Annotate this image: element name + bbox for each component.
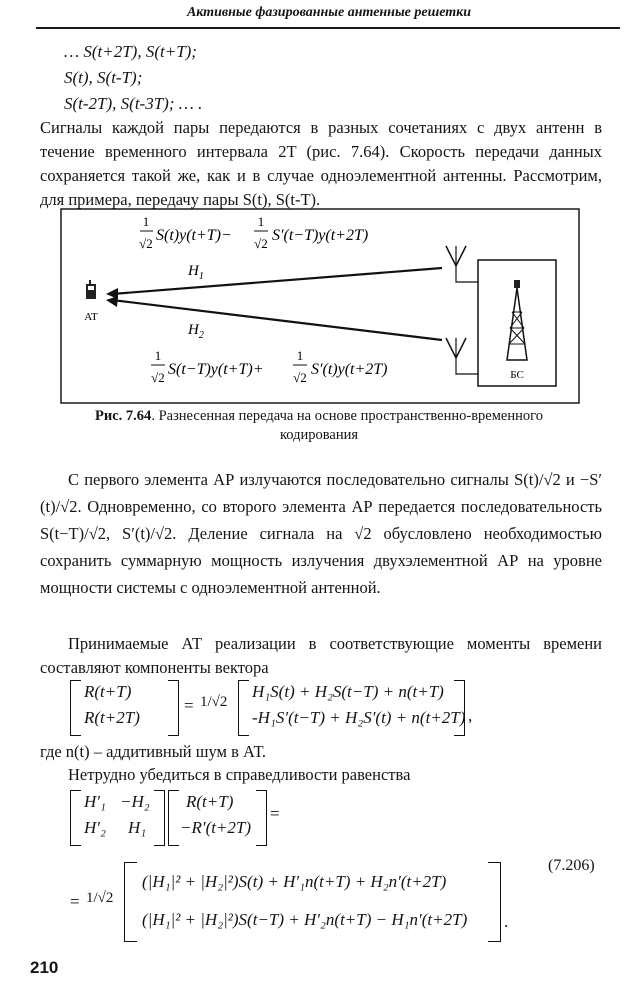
label-h2: $H_2$ [188, 322, 204, 341]
figure-diagram [60, 208, 580, 404]
svg-text:1: 1 [142, 214, 150, 229]
svg-text:1: 1 [296, 348, 304, 363]
equation-number: (7.206) [548, 857, 595, 874]
paragraph-pairs: Сигналы каждой пары передаются в разных сочетаниях с двух антенн в течение временного интервала 2T (рис. 7.64). Скорость передачи данных сохраняется такой же, как и в случае одноэлементной антенны. Рассмотрим, для примера, передачу пары S(t), S(t-T). [40, 118, 602, 209]
link-h1 [112, 268, 442, 294]
equation-matrix: H′₁ −H₂ H′₂ H₁ R(t+T) −R′(t+2T) = [70, 790, 350, 848]
sequence-line-1: … S(t+2T), S(t+T); [64, 42, 197, 61]
paragraph-transmission: С первого элемента АР излучаются последовательно сигналы S(t)/√2 и −S′(t)/√2. Одновременно, со второго элемента АР передается последовательность S(t−T)/√2, S′(t)/√2. Деление сигнала на √2 обусловлено необходимостью сохранить суммарную мощность излучения двухэлементной АР на уровне мощности системы с одноэлементной антенной. [40, 470, 602, 597]
svg-text:S(t)y(t+T)−: S(t)y(t+T)− [156, 227, 232, 244]
header-rule [36, 27, 620, 29]
svg-text:S′(t−T)y(t+2T): S′(t−T)y(t+2T) [272, 227, 369, 244]
formula-top [139, 214, 368, 251]
svg-text:1: 1 [154, 348, 162, 363]
formula-bottom [151, 348, 388, 385]
label-bs: БС [510, 369, 524, 381]
page-number: 210 [30, 958, 59, 977]
arrow-h2 [106, 296, 118, 307]
equation-vector: R(t+T) R(t+2T) = 1/√2 H₁S(t) + H₂S(t−T) + n(t+T) -H₁S′(t−T) + H₂S′(t) + n(t+2T) , [70, 680, 570, 738]
antenna-1-icon [446, 246, 478, 282]
tower-icon [507, 280, 527, 360]
running-header: Активные фазированные антенные решетки [186, 5, 472, 20]
svg-text:1: 1 [257, 214, 265, 229]
label-h1: $H_1$ [188, 263, 204, 282]
base-station-box [478, 260, 556, 386]
paragraph-equality: Нетрудно убедиться в справедливости равенства [68, 765, 411, 784]
antenna-2-icon [446, 338, 478, 374]
label-at: AT [84, 311, 98, 323]
svg-text:√2: √2 [254, 236, 268, 251]
svg-text:√2: √2 [151, 370, 165, 385]
figure-caption: Рис. 7.64. Разнесенная передача на основе пространственно-временного кодирования [95, 408, 543, 443]
noise-definition: где n(t) – аддитивный шум в АТ. [40, 742, 266, 761]
link-h2 [112, 300, 442, 340]
svg-text:S′(t)y(t+2T): S′(t)y(t+2T) [311, 361, 388, 378]
svg-text:√2: √2 [293, 370, 307, 385]
sequence-line-2: S(t), S(t-T); [64, 68, 143, 87]
svg-text:S(t−T)y(t+T)+: S(t−T)y(t+T)+ [168, 361, 264, 378]
equation-result: = 1/√2 (|H₁|² + |H₂|²)S(t) + H′₁n(t+T) + H₂n′(t+2T) (|H₁|² + |H₂|²)S(t−T) + H′₂n(t+T) − H₁n′(t+2T) . [70, 862, 550, 944]
sequence-line-3: S(t-2T), S(t-3T); … . [64, 94, 203, 113]
svg-text:√2: √2 [139, 236, 153, 251]
terminal-icon [86, 280, 96, 299]
paragraph-vector: Принимаемые АТ реализации в соответствующие моменты времени составляют компоненты вектора [40, 634, 602, 677]
